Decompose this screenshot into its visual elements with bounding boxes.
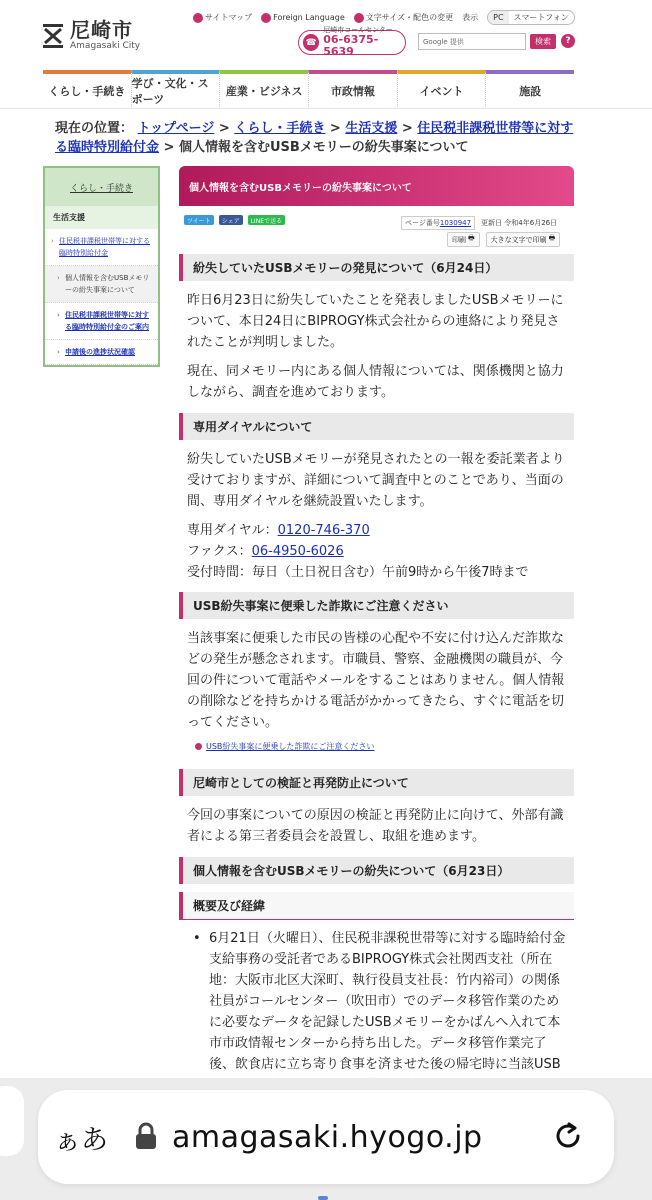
foreign-language-link[interactable] [261,13,345,23]
sitemap-label: サイトマップ [205,13,253,22]
sidebar-item-benefit-guide[interactable]: › 住民税非課税世帯等に対する臨時特別給付金のご案内 [45,303,158,340]
utility-links [193,10,575,25]
paragraph: 紛失していたUSBメモリーが発見されたとの一報を委託業者より受けておりますが、詳細について調査中とのことであり、当面の間、専用ダイヤルを継続設置いたします。 [187,452,565,509]
city-emblem-icon [42,23,64,49]
globe-icon [261,13,271,23]
text-size-label: 文字サイズ・配色の変更 [365,13,454,22]
site-header [0,0,652,70]
display-label: 表示 [462,13,479,22]
main-content [179,166,574,1072]
display-toggle [487,10,575,25]
page-title: 個人情報を含むUSBメモリーの紛失事案について [179,166,574,206]
nav-living[interactable]: くらし・手続き [43,70,131,107]
section-heading-dial: 専用ダイヤルについて [179,413,574,440]
breadcrumb-current: 個人情報を含むUSBメモリーの紛失事案について [178,140,469,155]
search-input[interactable]: Google 提供 [418,33,526,50]
address-bar[interactable] [38,1090,614,1184]
callcenter-label: 尼崎市コールセンター [323,25,393,34]
list-item: • 6月21日（火曜日）、住民税非課税世帯等に対する臨時給付金支給事務の受託者であるBIPROGY株式会社関西支社（所在地：大阪市北区大深町、執行役員支社長：竹内裕司）の関係社員がコールセンター（吹田市）でのデータ移管作業のために必要なデータを記録したUSBメモリーをかばんへ入れて本市市政情報センターから持ち出した。データ移管作業完了後、飲食店に立ち寄り食事を済ませた後の帰宅時に当該USB [179,928,574,1096]
line-share-button[interactable]: LINEで送る [248,215,285,225]
page-number-label: ページ番号 [405,219,440,227]
nav-divider [0,108,652,109]
foreign-language-label: Foreign Language [273,13,345,22]
page-number-box [401,216,475,230]
large-print-button[interactable] [486,232,561,247]
fraud-warning-link[interactable] [179,741,574,752]
breadcrumb-support[interactable]: 生活支援 [345,121,398,136]
url-text[interactable]: amagasaki.hyogo.jp [172,1119,483,1155]
breadcrumb-top[interactable]: トップページ [137,121,215,136]
large-print-label: 大きな文字で印刷 [490,235,547,244]
site-logo[interactable] [42,20,140,51]
reception-hours: 受付時間：毎日（土日祝日含む）午前9時から午後7時まで [187,565,529,580]
print-tools [447,232,560,247]
sidebar-item-usb-incident: › 個人情報を含むUSBメモリーの紛失事案について [45,266,158,303]
global-nav [43,70,574,107]
sidebar-item-benefit[interactable]: › 住民税非課税世帯等に対する臨時特別給付金 [45,229,158,266]
help-button[interactable]: ? [561,34,575,48]
sidebar-item-status-check[interactable]: › 申請後の進捗状況確認 [45,340,158,365]
fax-number-link[interactable]: 06-4950-6026 [251,544,344,559]
reload-icon[interactable] [552,1120,584,1152]
contact-info [179,520,574,583]
printer-icon: 🖶 [468,234,475,242]
nav-city-info[interactable]: 市政情報 [308,70,397,107]
sitemap-link[interactable] [193,12,252,23]
dial-label: 専用ダイヤル： [187,523,278,538]
sitemap-icon [193,13,203,23]
logo-roman: Amagasaki City [70,41,141,51]
paragraph: 今回の事案についての原因の検証と再発防止に向けて、外部有識者による第三者委員会を設置し、取組を進めます。 [187,808,564,844]
callcenter-badge[interactable] [298,25,406,59]
text-size-icon [354,13,364,23]
facebook-share-button[interactable]: シェア [219,215,243,225]
section-heading-fraud: USB紛失事案に便乗した詐欺にご注意ください [179,592,574,619]
smartphone-button[interactable]: スマートフォン [513,12,569,22]
tweet-button[interactable]: ツイート [184,215,214,225]
reader-settings-button[interactable]: ぁあ [54,1124,108,1156]
nav-culture[interactable]: 学び・文化・スポーツ [131,70,220,107]
breadcrumb-benefit[interactable]: 住民税非課税世帯等に対する臨時特別給付金 [55,121,574,155]
paragraph: 当該事案に便乗した市民の皆様の心配や不安に付け込んだ詐欺などの発生が懸念されます。市職員、警察、金融機関の職員が、今回の件について電話やメールをすることはありません。個人情報の削除などを持ちかける電話がかかってきたら、すぐに電話を切ってください。 [187,631,565,730]
breadcrumb-prefix: 現在の位置： [55,121,134,136]
browser-toolbar [0,1078,652,1200]
print-button[interactable] [447,232,480,247]
sidebar-heading[interactable]: くらし・手続き [45,168,158,206]
text-size-link[interactable] [354,12,453,23]
paragraph: 現在、同メモリー内にある個人情報については、関係機関と協力しながら、調査を進めております。 [187,364,564,400]
page-number[interactable]: 1030947 [439,219,472,227]
fraud-warning-link-label: USB紛失事案に便乗した詐欺にご注意ください [206,742,375,751]
sidebar [43,166,160,367]
breadcrumb-living[interactable]: くらし・手続き [234,121,326,136]
logo-name: 尼崎市 [70,18,133,42]
section-heading-found: 紛失していたUSBメモリーの発見について（6月24日） [179,254,574,281]
home-indicator [318,1196,328,1200]
phone-icon: ☎ [303,34,319,51]
callcenter-number: 06-6375-5639 [323,33,379,59]
page-meta [401,216,557,230]
previous-tab[interactable] [0,1086,24,1156]
nav-events[interactable]: イベント [397,70,486,107]
nav-business[interactable]: 産業・ビジネス [219,70,308,107]
paragraph: 昨日6月23日に紛失していたことを発表しましたUSBメモリーについて、本日24日にBIPROGY株式会社からの連絡により発見されたことが判明しました。 [187,293,564,350]
sidebar-subheading: 生活支援 [45,206,158,229]
fax-label: ファクス： [187,544,252,559]
section-heading-verification: 尼崎市としての検証と再発防止について [179,769,574,796]
nav-facilities[interactable]: 施設 [485,70,574,107]
lock-icon [135,1122,157,1150]
section-heading-loss: 個人情報を含むUSBメモリーの紛失について（6月23日） [179,857,574,884]
pc-button[interactable]: PC [488,11,508,25]
article-body [179,254,574,1096]
dial-number-link[interactable]: 0120-746-370 [277,523,370,538]
search-button[interactable]: 検索 [530,34,556,49]
breadcrumb: 現在の位置： トップページ > くらし・手続き > 生活支援 > 住民税非課税世帯等に対する臨時特別給付金 > 個人情報を含むUSBメモリーの紛失事案について [55,121,574,155]
arrow-bullet-icon [195,743,202,750]
printer-icon: 🖶 [548,234,556,242]
print-label: 印刷 [452,235,466,244]
updated-date: 更新日 令和4年6月26日 [481,219,558,227]
subsection-heading-overview: 概要及び経緯 [179,892,574,920]
